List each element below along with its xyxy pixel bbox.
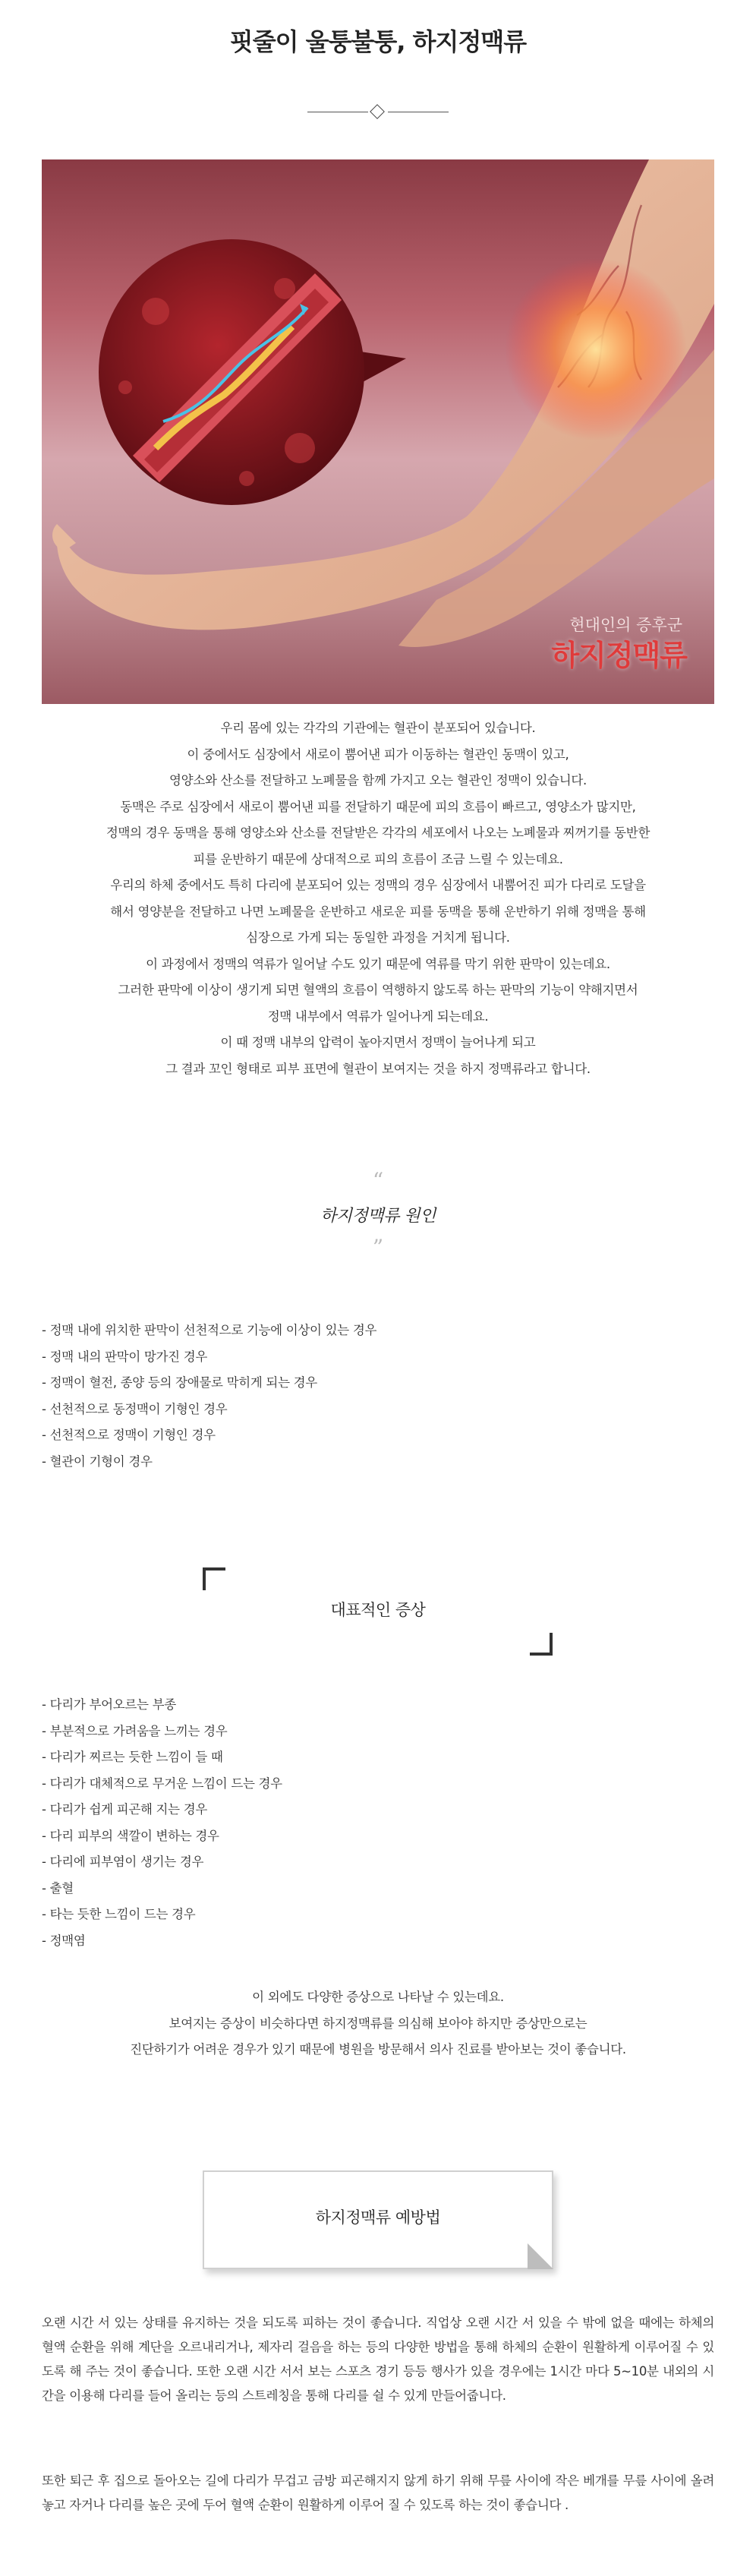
page-fold-icon: [528, 2243, 553, 2269]
list-item: - 타는 듯한 느낌이 드는 경우: [42, 1907, 196, 1921]
intro-line: 피를 운반하기 때문에 상대적으로 피의 흐름이 조금 느릴 수 있는데요.: [193, 851, 563, 867]
intro-line: 동맥은 주로 심장에서 새로이 뿜어낸 피를 전달하기 때문에 피의 흐름이 빠르고, 영양소가 많지만,: [120, 799, 636, 814]
list-item: - 정맥 내의 판막이 망가진 경우: [42, 1349, 208, 1364]
page-title: 핏줄이 울퉁불퉁, 하지정맥류: [229, 27, 527, 56]
intro-line: 정맥 내부에서 역류가 일어나게 되는데요.: [267, 1009, 489, 1024]
intro-line: 심장으로 가게 되는 동일한 과정을 거치게 됩니다.: [246, 930, 510, 945]
intro-line: 우리의 하체 중에서도 특히 다리에 분포되어 있는 정맥의 경우 심장에서 내뿜어진 피가 다리로 도달을: [110, 878, 646, 892]
cause-list: [42, 1318, 376, 1475]
prevention-heading: 하지정맥류 예방법: [315, 2208, 441, 2227]
list-item: - 다리가 부어오르는 부종: [42, 1697, 176, 1712]
intro-line: 해서 영양분을 전달하고 나면 노폐물을 운반하고 새로운 피를 동맥을 통해 운반하기 위해 정맥을 통해: [110, 904, 646, 919]
intro-text: [42, 715, 714, 1082]
hero-subtitle: 현대인의 증후군: [569, 616, 682, 634]
prevention-paragraph-1: 오랜 시간 서 있는 상태를 유지하는 것을 되도록 피하는 것이 좋습니다. 직업상 오랜 시간 서 있을 수 밖에 없을 때에는 하체의 혈액 순환을 위해 계단을 오르내리거나, 제자리 걸음을 하는 등의 다양한 방법을 통해 하체의 순환이 원활하게 이루어질 수 있도록 해 주는 것이 좋습니다. 또한 오랜 시간 서서 보는 스포츠 경기 등등 행사가 있을 경우에는 1시간 마다 5~10분 내외의 시간을 이용해 다리를 들어 올리는 등의 스트레칭을 통해 다리를 쉴 수 있게 만들어줍니다.: [42, 2316, 714, 2403]
intro-line: 이 중에서도 심장에서 새로이 뿜어낸 피가 이동하는 혈관인 동맥이 있고,: [187, 747, 569, 762]
note-line: 보여지는 증상이 비슷하다면 하지정맥류를 의심해 보아야 하지만 증상만으로는: [169, 2016, 587, 2031]
list-item: - 다리가 쉽게 피곤해 지는 경우: [42, 1802, 208, 1817]
list-item: - 정맥염: [42, 1933, 86, 1948]
list-item: - 다리가 대체적으로 무거운 느낌이 드는 경우: [42, 1776, 282, 1791]
list-item: - 선천적으로 동정맥이 기형인 경우: [42, 1401, 228, 1416]
symptom-note: [42, 1984, 714, 2063]
list-item: - 부분적으로 가려움을 느끼는 경우: [42, 1723, 228, 1738]
hero-image: [42, 159, 714, 704]
note-line: 진단하기가 어려운 경우가 있기 때문에 병원을 방문해서 의사 진료를 받아보는 것이 좋습니다.: [130, 2042, 626, 2057]
list-item: - 정맥이 혈전, 종양 등의 장애물로 막히게 되는 경우: [42, 1375, 317, 1390]
list-item: - 다리에 피부염이 생기는 경우: [42, 1855, 204, 1869]
bracket-top-left-icon: [203, 1567, 225, 1590]
intro-line: 이 때 정맥 내부의 압력이 높아지면서 정맥이 늘어나게 되고: [220, 1035, 536, 1050]
prevention-paragraph-2: 또한 퇴근 후 집으로 돌아오는 길에 다리가 무겁고 금방 피곤해지지 않게 하기 위해 무릎 사이에 작은 베개를 무릎 사이에 올려놓고 자거나 다리를 높은 곳에 두어 혈액 순환이 원활하게 이루어 질 수 있도록 하는 것이 좋습니다 .: [42, 2473, 714, 2512]
open-quote-icon: “: [372, 1168, 384, 1193]
intro-line: 그러한 판막에 이상이 생기게 되면 혈액의 흐름이 역행하지 않도록 하는 판막의 기능이 약해지면서: [118, 983, 638, 997]
list-item: - 혈관이 기형이 경우: [42, 1454, 153, 1469]
intro-line: 그 결과 꼬인 형태로 피부 표면에 혈관이 보여지는 것을 하지 정맥류라고 합니다.: [165, 1061, 591, 1076]
note-line: 이 외에도 다양한 증상으로 나타날 수 있는데요.: [252, 1990, 504, 2004]
list-item: - 선천적으로 정맥이 기형인 경우: [42, 1428, 216, 1442]
symptom-list: [42, 1692, 282, 1954]
list-item: - 출혈: [42, 1880, 74, 1896]
list-item: - 다리가 찌르는 듯한 느낌이 들 때: [42, 1750, 223, 1764]
intro-line: 이 과정에서 정맥의 역류가 일어날 수도 있기 때문에 역류를 막기 위한 판막이 있는데요.: [146, 956, 610, 971]
list-item: - 다리 피부의 색깔이 변하는 경우: [42, 1828, 219, 1843]
cause-heading: 하지정맥류 원인: [320, 1207, 436, 1226]
symptoms-heading: 대표적인 증상: [330, 1601, 426, 1619]
prevention-heading-box: [203, 2170, 553, 2269]
divider-diamond-icon: [370, 104, 385, 119]
title-divider: [307, 105, 449, 120]
hero-title: 하지정맥류: [551, 639, 687, 672]
intro-line: 우리 몸에 있는 각각의 기관에는 혈관이 분포되어 있습니다.: [220, 721, 536, 735]
intro-line: 정맥의 경우 동맥을 통해 영양소와 산소를 전달받은 각각의 세포에서 나오는 노폐물과 찌꺼기를 동반한: [106, 826, 650, 840]
close-quote-icon: ”: [372, 1235, 384, 1260]
bracket-bottom-right-icon: [530, 1633, 553, 1656]
list-item: - 정맥 내에 위치한 판막이 선천적으로 기능에 이상이 있는 경우: [42, 1323, 377, 1337]
intro-line: 영양소와 산소를 전달하고 노폐물을 함께 가지고 오는 혈관인 정맥이 있습니다.: [169, 773, 587, 788]
